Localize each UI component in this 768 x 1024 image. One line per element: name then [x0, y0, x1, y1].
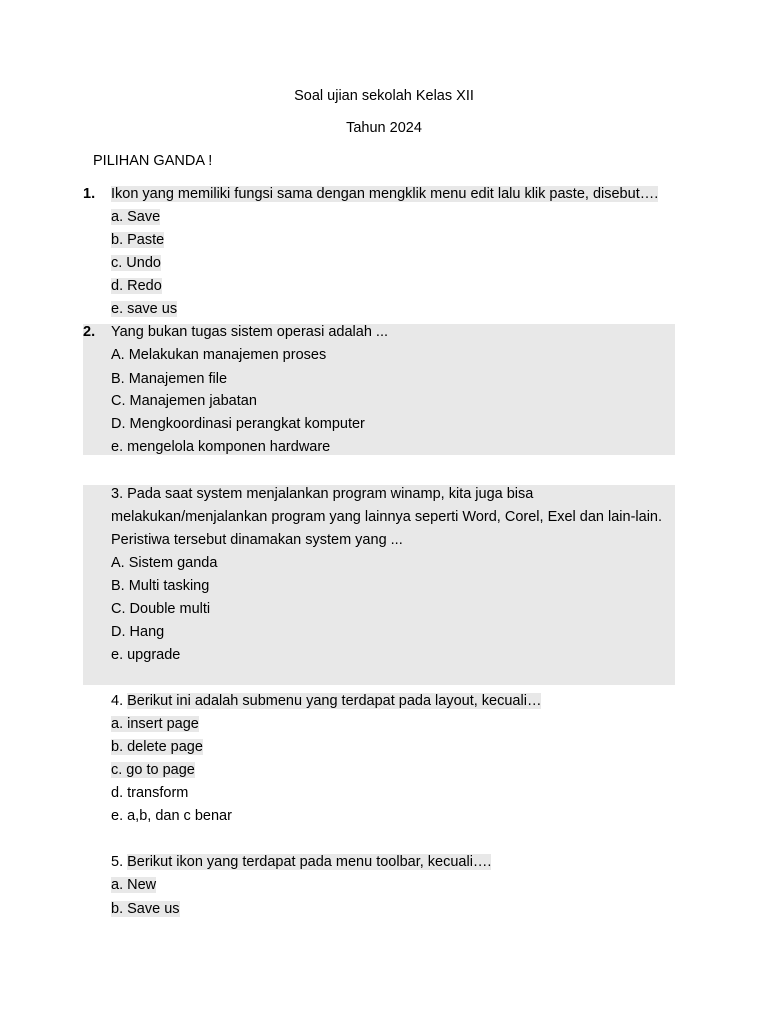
question-2-number: 2. [83, 324, 96, 340]
question-3-option-d: D. Hang [111, 624, 165, 640]
question-5-option-a: a. New [111, 877, 157, 893]
question-1-text: Ikon yang memiliki fungsi sama dengan mengklik menu edit lalu klik paste, disebut…. [111, 186, 659, 202]
document-title: Soal ujian sekolah Kelas XII [294, 88, 474, 104]
question-1-option-b: b. Paste [111, 232, 165, 248]
question-1-option-a: a. Save [111, 209, 161, 225]
question-5-text: 5. Berikut ikon yang terdapat pada menu toolbar, kecuali…. [111, 854, 492, 870]
question-3-option-c: C. Double multi [111, 601, 211, 617]
document-year: Tahun 2024 [346, 120, 422, 136]
question-3-text-line-3: Peristiwa tersebut dinamakan system yang ... [111, 532, 403, 548]
question-4-option-e: e. a,b, dan c benar [111, 808, 232, 824]
question-4-option-d: d. transform [111, 785, 189, 801]
question-1-number: 1. [83, 186, 96, 202]
question-3-text-line-1: 3. Pada saat system menjalankan program winamp, kita juga bisa [111, 486, 534, 502]
question-3-text-line-2: melakukan/menjalankan program yang lainnya seperti Word, Corel, Exel dan lain-lain. [111, 509, 663, 525]
question-2-option-d: D. Mengkoordinasi perangkat komputer [111, 416, 365, 432]
question-5-option-b: b. Save us [111, 901, 180, 917]
question-3-option-e: e. upgrade [111, 647, 181, 663]
question-4-text: 4. Berikut ini adalah submenu yang terdapat pada layout, kecuali… [111, 693, 542, 709]
question-2-option-a: A. Melakukan manajemen proses [111, 347, 327, 363]
question-2-option-b: B. Manajemen file [111, 371, 228, 387]
question-1-option-c: c. Undo [111, 255, 161, 271]
question-4-option-a: a. insert page [111, 716, 199, 732]
question-1-option-e: e. save us [111, 301, 178, 317]
question-2-option-e: e. mengelola komponen hardware [111, 439, 331, 455]
question-2-highlight [83, 324, 675, 455]
question-4-option-b: b. delete page [111, 739, 203, 755]
question-3-option-a: A. Sistem ganda [111, 555, 218, 571]
question-2-text: Yang bukan tugas sistem operasi adalah ... [111, 324, 389, 340]
question-4-option-c: c. go to page [111, 762, 195, 778]
section-heading: PILIHAN GANDA ! [93, 153, 213, 169]
question-3-option-b: B. Multi tasking [111, 578, 210, 594]
question-2-option-c: C. Manajemen jabatan [111, 393, 257, 409]
question-1-option-d: d. Redo [111, 278, 162, 294]
